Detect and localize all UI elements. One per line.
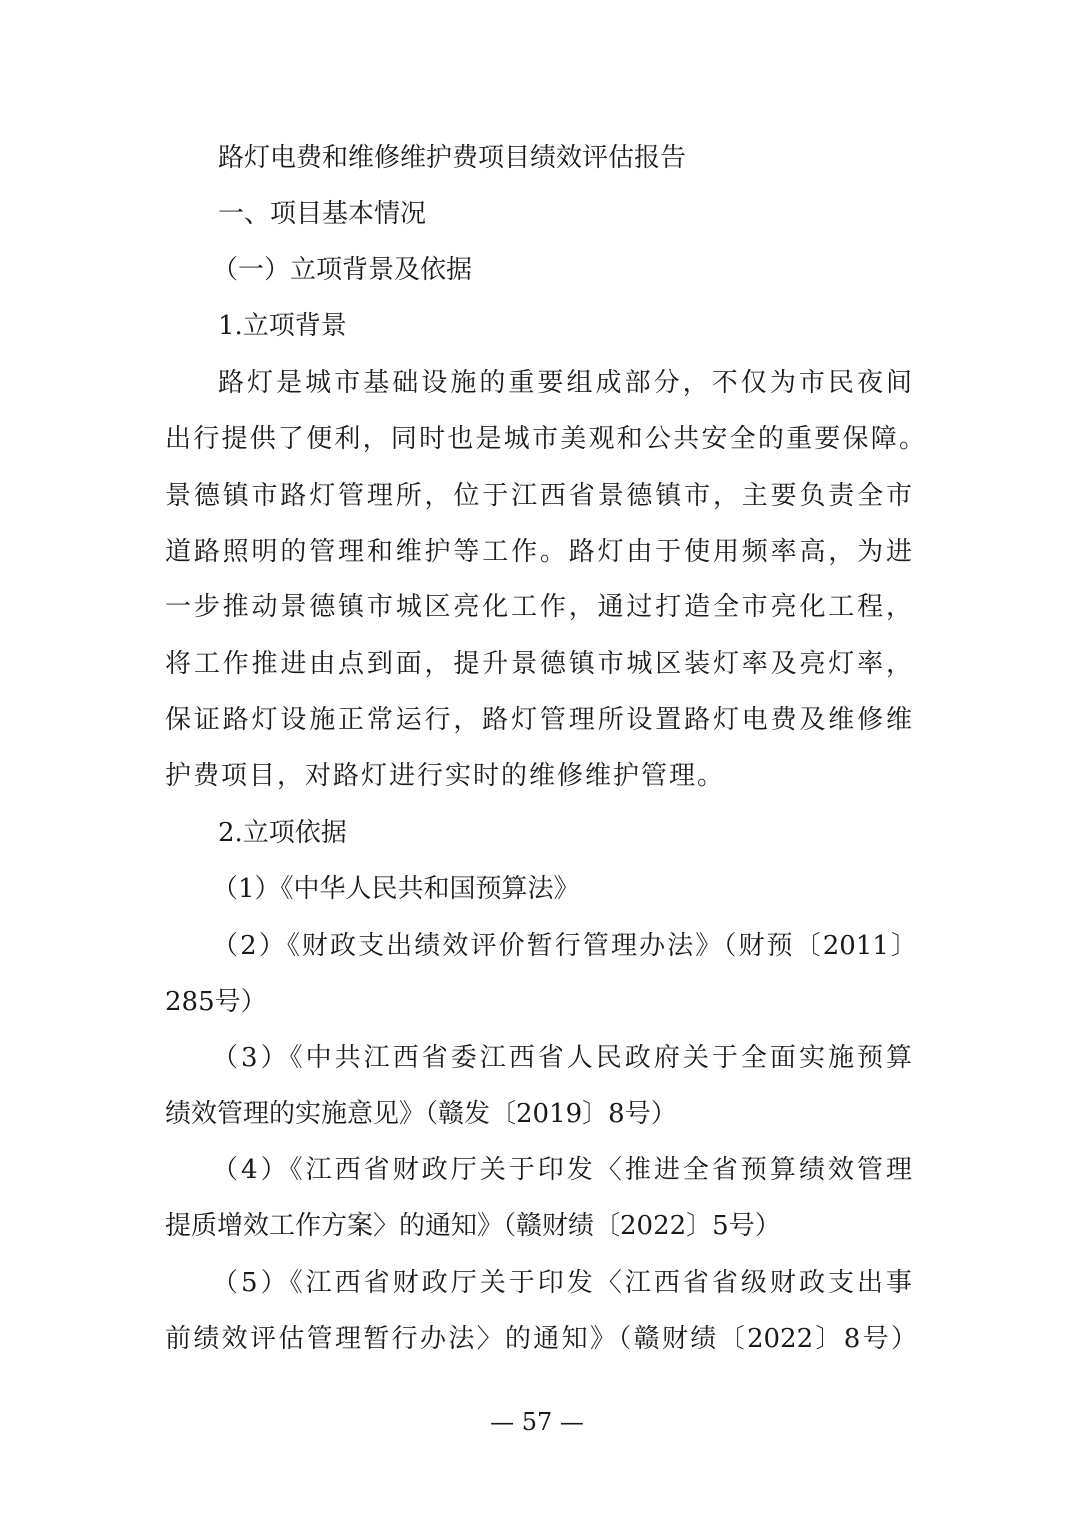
background-line: 景德镇市路灯管理所，位于江西省景德镇市，主要负责全市 xyxy=(165,481,912,511)
basis-item: （1）《中华人民共和国预算法》 xyxy=(212,874,580,904)
report-title: 路灯电费和维修维护费项目绩效评估报告 xyxy=(218,143,687,173)
background-heading: 1.立项背景 xyxy=(218,311,347,341)
background-line: 路灯是城市基础设施的重要组成部分，不仅为市民夜间 xyxy=(218,368,912,398)
background-line: 出行提供了便利，同时也是城市美观和公共安全的重要保障。 xyxy=(165,424,925,454)
basis-item: （3）《中共江西省委江西省人民政府关于全面实施预算 xyxy=(212,1043,912,1073)
page-number: — 57 — xyxy=(490,1408,584,1436)
basis-heading: 2.立项依据 xyxy=(218,818,347,848)
basis-item: （2）《财政支出绩效评价暂行管理办法》（财预〔2011〕 xyxy=(212,931,917,961)
background-line: 将工作推进由点到面，提升景德镇市城区装灯率及亮灯率， xyxy=(165,649,912,679)
basis-item: 提质增效工作方案〉的通知》（赣财绩〔2022〕5号） xyxy=(165,1211,781,1241)
basis-item: 前绩效评估管理暂行办法〉的通知》（赣财绩〔2022〕8号） xyxy=(165,1324,917,1354)
section-heading: 一、项目基本情况 xyxy=(218,199,427,229)
background-line: 道路照明的管理和维护等工作。路灯由于使用频率高，为进 xyxy=(165,537,912,567)
background-line: 保证路灯设施正常运行，路灯管理所设置路灯电费及维修维 xyxy=(165,705,912,735)
basis-item: 285号） xyxy=(165,987,267,1017)
basis-item: （4）《江西省财政厅关于印发〈推进全省预算绩效管理 xyxy=(212,1155,912,1185)
basis-item: 绩效管理的实施意见》（赣发〔2019〕8号） xyxy=(165,1099,677,1129)
background-line: 一步推动景德镇市城区亮化工作，通过打造全市亮化工程， xyxy=(165,592,912,622)
basis-item: （5）《江西省财政厅关于印发〈江西省省级财政支出事 xyxy=(212,1268,912,1298)
subsection-heading: （一）立项背景及依据 xyxy=(212,255,473,285)
background-line: 护费项目，对路灯进行实时的维修维护管理。 xyxy=(165,761,726,791)
